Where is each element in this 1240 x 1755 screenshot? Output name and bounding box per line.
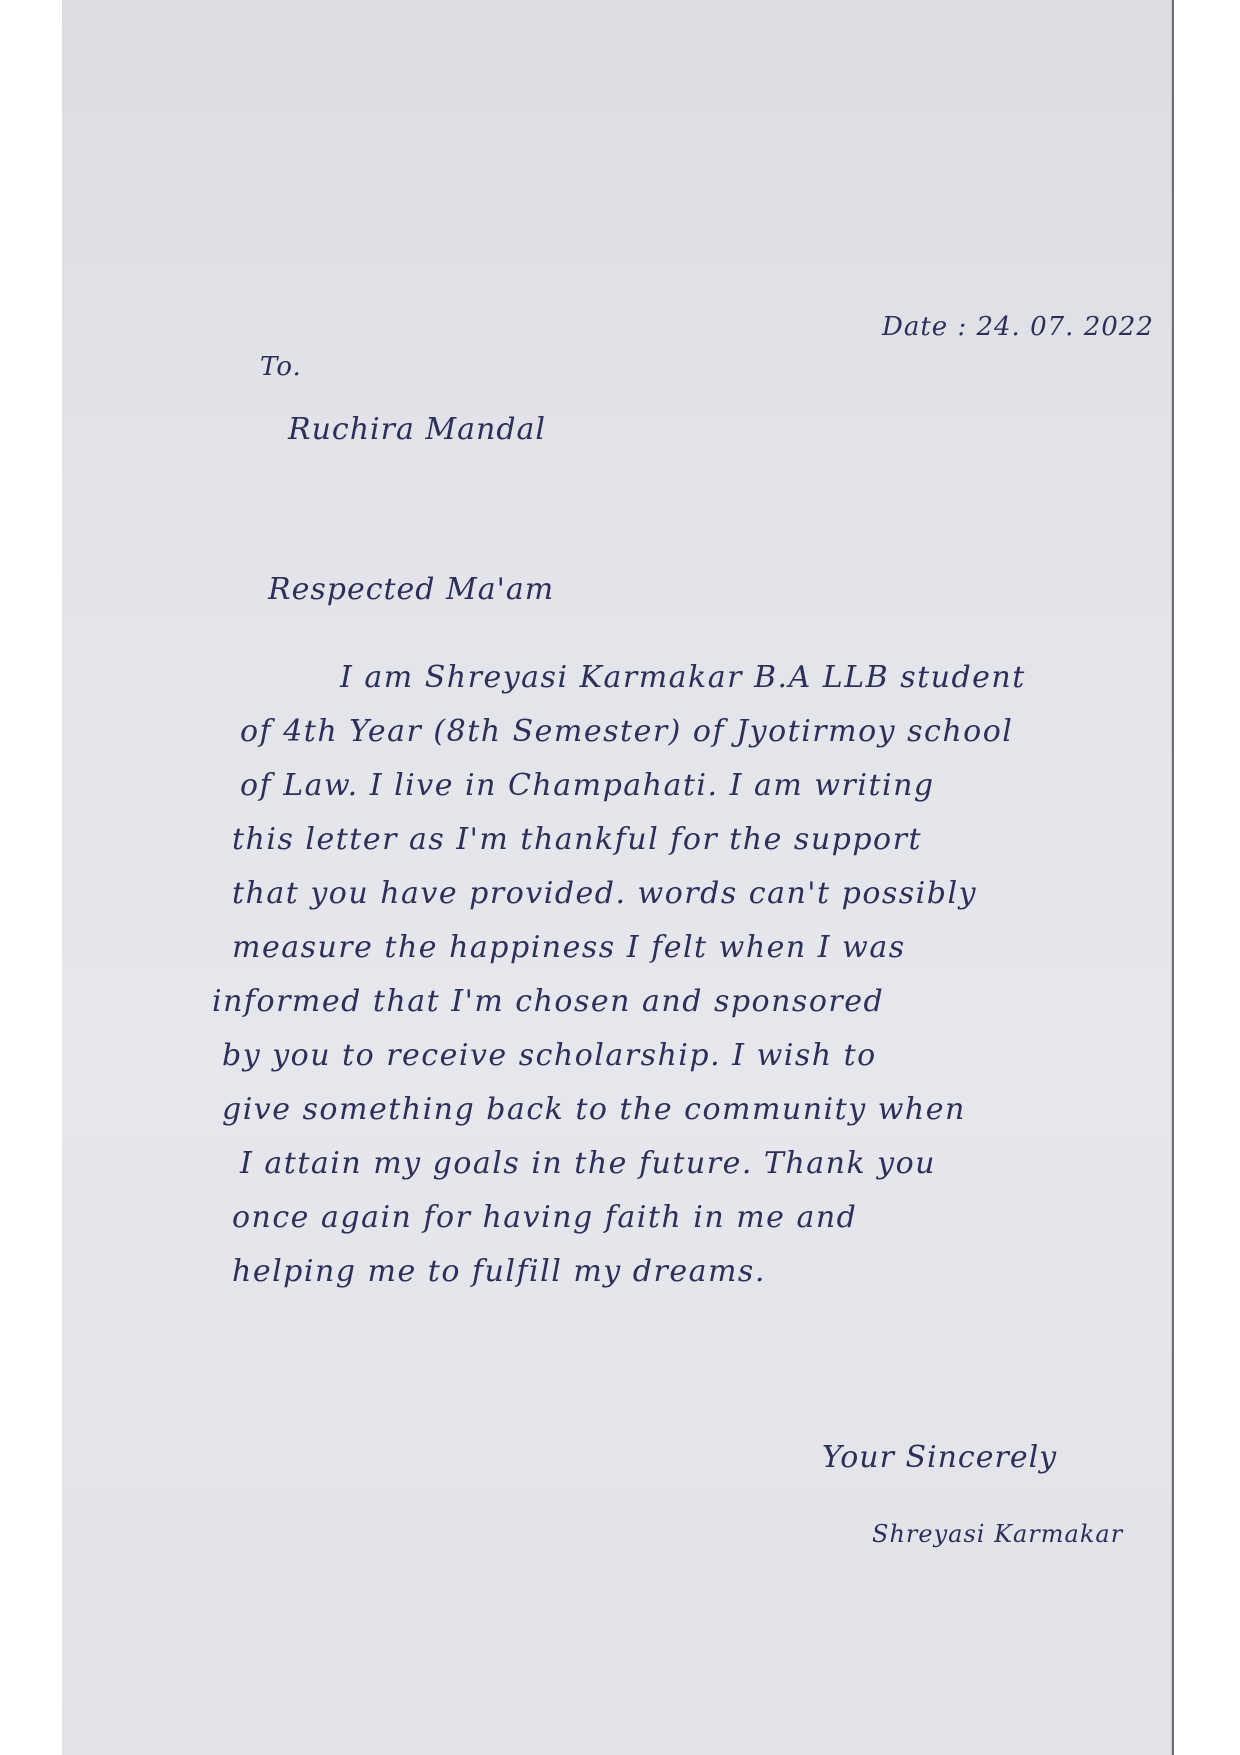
body-line: informed that I'm chosen and sponsored xyxy=(212,984,885,1019)
closing: Your Sincerely xyxy=(822,1440,1058,1475)
body-line: give something back to the community when xyxy=(222,1092,966,1127)
paper-edge xyxy=(1172,0,1174,1755)
signature: Shreyasi Karmakar xyxy=(872,1520,1124,1548)
letter-date: Date : 24. 07. 2022 xyxy=(882,312,1154,342)
body-line: measure the happiness I felt when I was xyxy=(232,930,906,965)
body-line: by you to receive scholarship. I wish to xyxy=(222,1038,877,1073)
addressee-label: To. xyxy=(260,352,302,382)
body-line: I am Shreyasi Karmakar B.A LLB student xyxy=(340,660,1026,695)
body-line: helping me to fulfill my dreams. xyxy=(232,1254,766,1289)
body-line: of Law. I live in Champahati. I am writing xyxy=(240,768,935,803)
body-line: that you have provided. words can't possibly xyxy=(232,876,978,911)
body-line: this letter as I'm thankful for the support xyxy=(232,822,923,857)
body-line: once again for having faith in me and xyxy=(232,1200,858,1235)
recipient-name: Ruchira Mandal xyxy=(288,412,546,447)
body-line: I attain my goals in the future. Thank you xyxy=(240,1146,937,1181)
salutation: Respected Ma'am xyxy=(268,572,555,607)
body-line: of 4th Year (8th Semester) of Jyotirmoy school xyxy=(240,714,1014,749)
